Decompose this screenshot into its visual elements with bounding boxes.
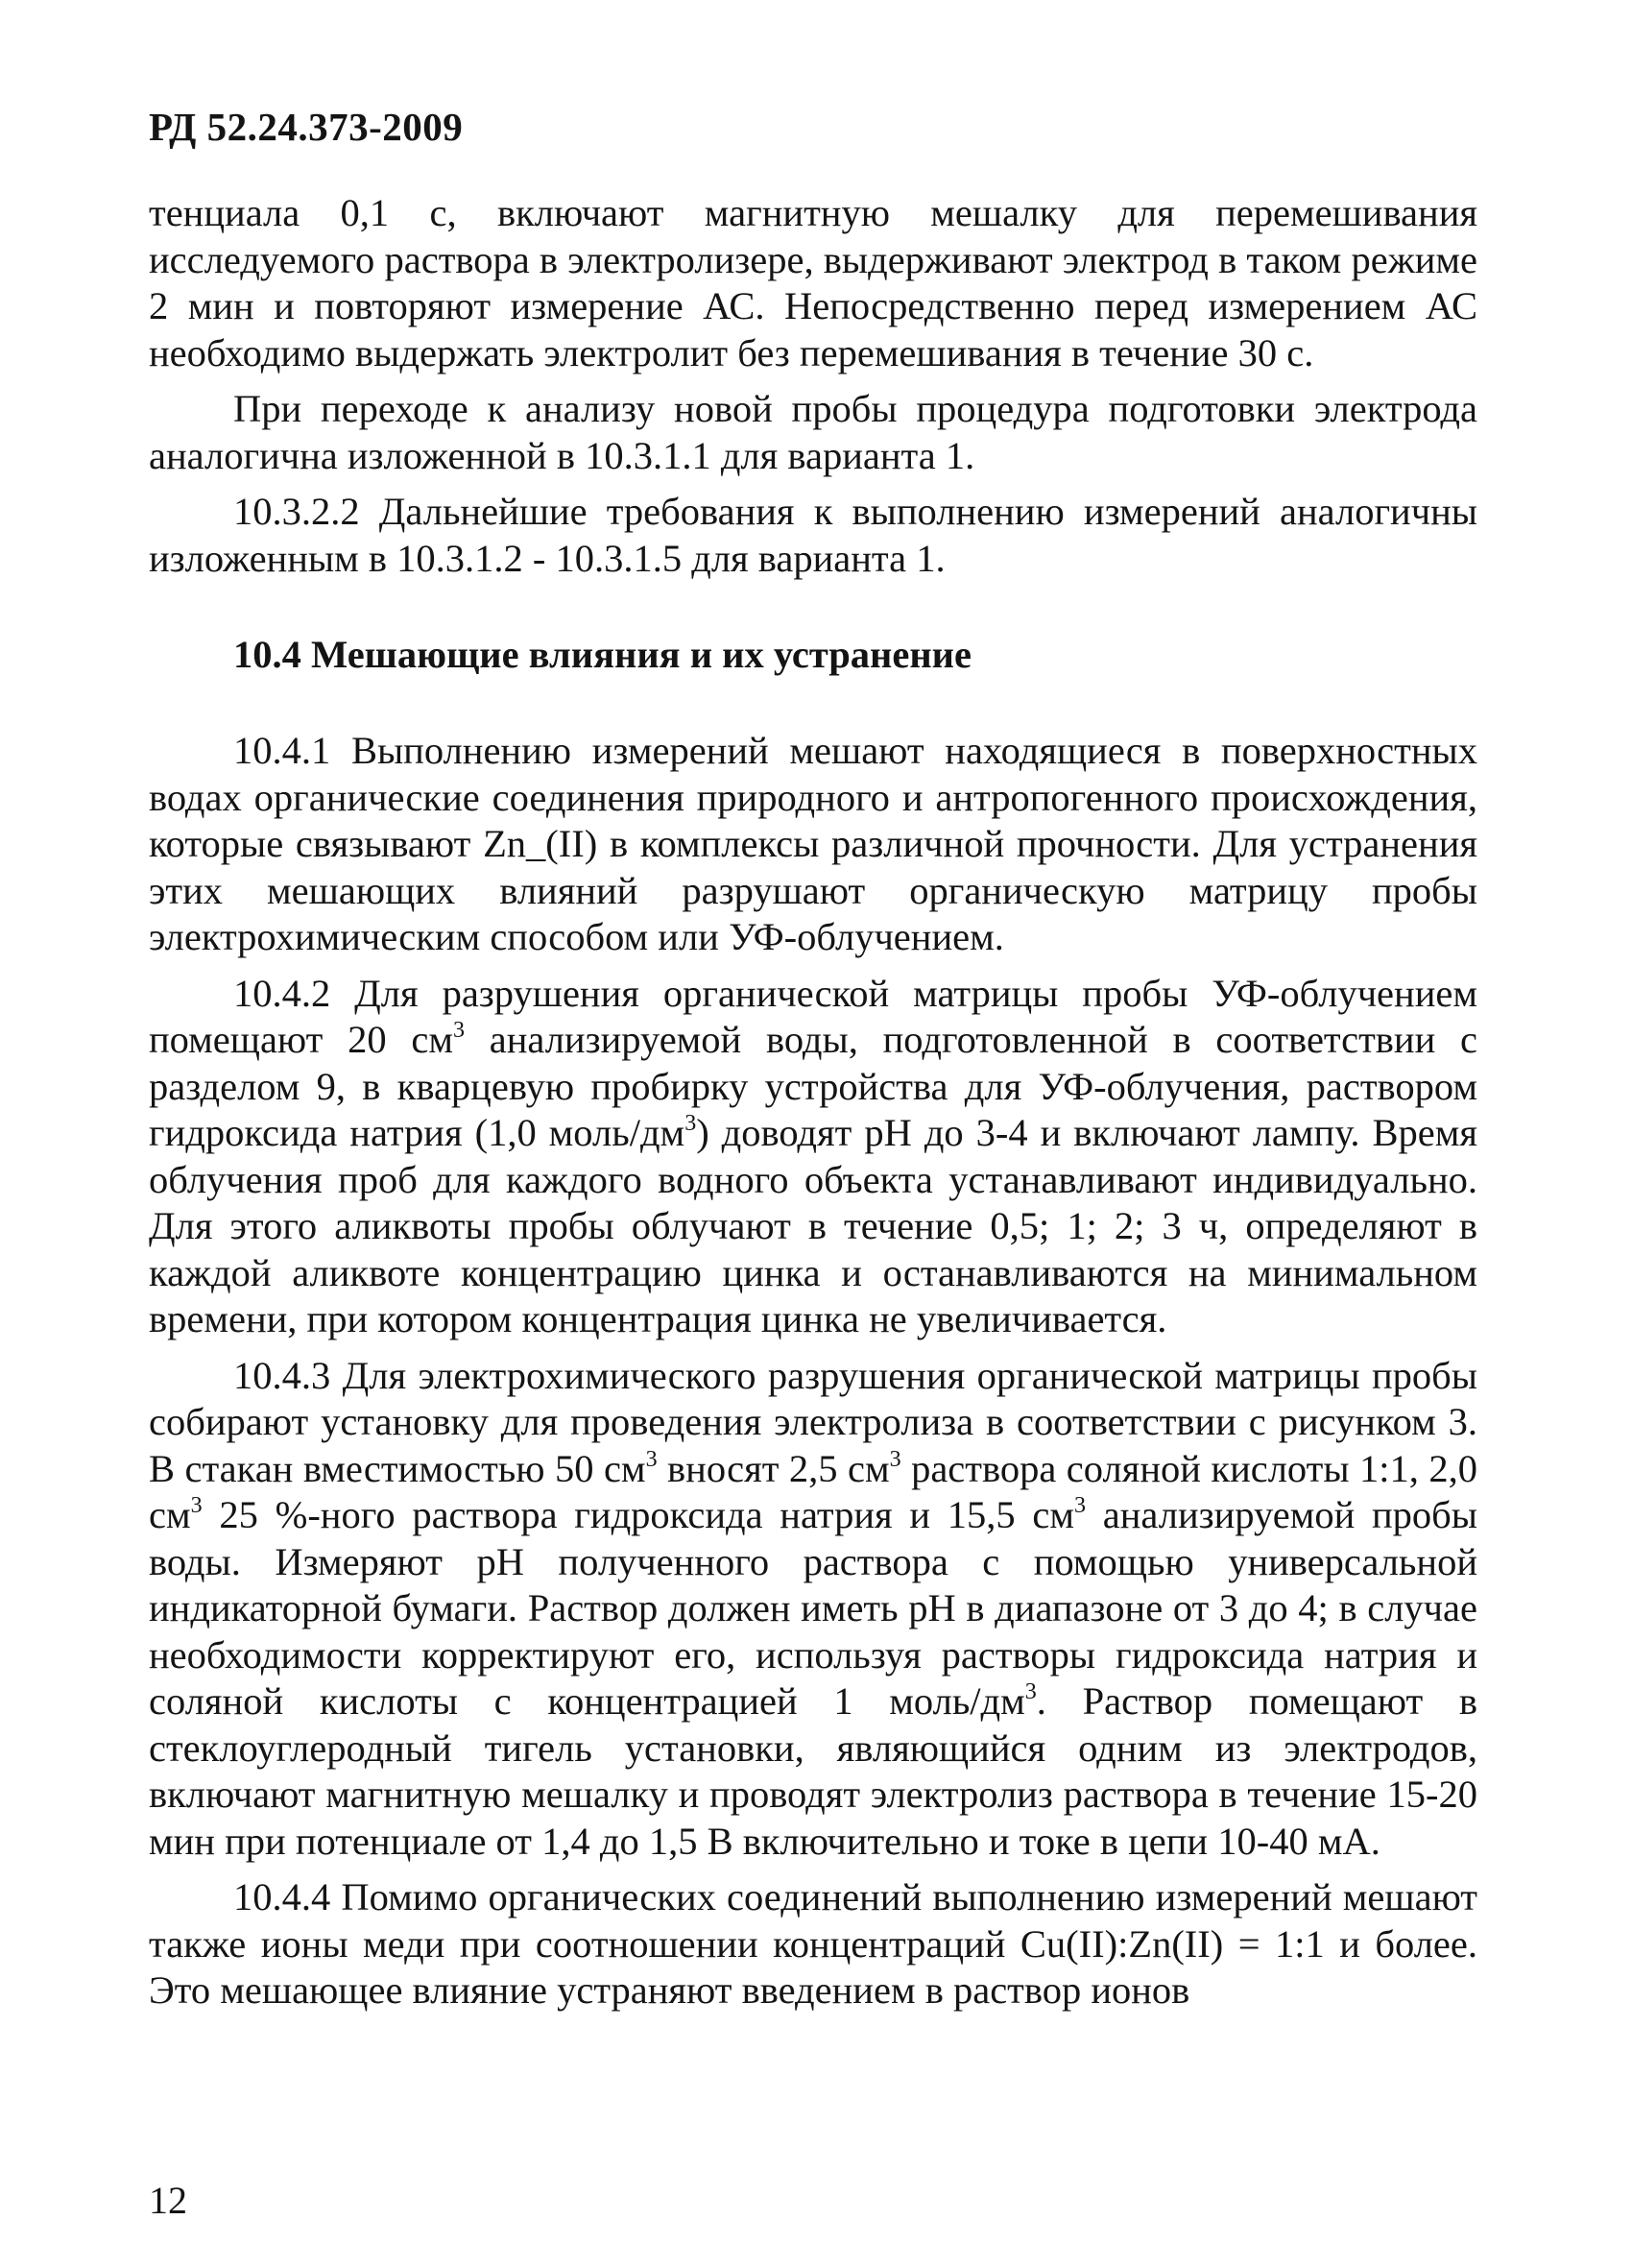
- superscript: 3: [684, 1111, 697, 1136]
- text-fragment: ) доводят рН до 3-4 и включают лампу. Время облучения проб для каждого водного объекта устанавливают индивидуально. Для этого аликвоты пробы облучают в течение 0,5; 1; 2; 3 ч, определяют в каждой аликвоте концентрацию цинка и останавливаются на минимальном времени, при котором концентрация цинка не увеличивается.: [149, 1111, 1477, 1340]
- text-fragment: 25 %-ного раствора гидроксида натрия и 15,5 см: [202, 1493, 1075, 1536]
- superscript: 3: [645, 1446, 658, 1472]
- paragraph-10-4-2: [149, 971, 1477, 1343]
- superscript: 3: [452, 1018, 465, 1043]
- text-fragment: анализируемой пробы воды. Измеряют рН полученного раствора с помощью универсальной индикаторной бумаги. Раствор должен иметь рН в диапазоне от 3 до 4; в случае необходимости корректируют его, используя растворы гидроксида натрия и соляной кислоты с концентрацией 1 моль/дм: [149, 1493, 1477, 1723]
- superscript: 3: [1074, 1493, 1087, 1518]
- superscript: 3: [190, 1493, 203, 1518]
- section-heading-10-4: 10.4 Мешающие влияния и их устранение: [233, 633, 972, 676]
- superscript: 3: [1024, 1679, 1037, 1704]
- text-fragment: раствора соляной кислоты 1:1, 2,0 см: [149, 1446, 1478, 1536]
- text-fragment: вносят 2,5 см: [657, 1446, 890, 1490]
- text-fragment: 10.4.3 Для электрохимического разрушения органической матрицы пробы собирают установку для проведения электролиза в соответствии с рисунком 3. В стакан вместимостью 50 см: [149, 1353, 1477, 1490]
- body-text: [149, 190, 1477, 2024]
- paragraph-10-4-4: 10.4.4 Помимо органических соединений выполнению измерений мешают также ионы меди при соотношении концентраций Cu(II):Zn(II) = 1:1 и более. Это мешающее влияние устраняют введением в раствор ионов: [149, 1875, 1477, 2012]
- paragraph-new-sample: При переходе к анализу новой пробы процедура подготовки электрода аналогична изложенной в 10.3.1.1 для варианта 1.: [149, 387, 1477, 477]
- document-code-header: РД 52.24.373-2009: [149, 105, 464, 149]
- superscript: 3: [889, 1446, 901, 1472]
- text-fragment: . Раствор помещают в стеклоуглеродный тигель установки, являющийся одним из электродов, включают магнитную мешалку и проводят электролиз раствора в течение 15-20 мин при потенциале от 1,4 до 1,5 В включительно и токе в цепи 10-40 мА.: [149, 1679, 1477, 1863]
- text-fragment: анализируемой воды, подготовленной в соответствии с разделом 9, в кварцевую пробирку устройства для УФ-облучения, раствором гидроксида натрия (1,0 моль/дм: [149, 1018, 1477, 1154]
- paragraph-10-3-2-2: 10.3.2.2 Дальнейшие требования к выполнению измерений аналогичны изложенным в 10.3.1.2 - 10.3.1.5 для варианта 1.: [149, 490, 1477, 580]
- paragraph-continuation: тенциала 0,1 с, включают магнитную мешалку для перемешивания исследуемого раствора в электролизере, выдерживают электрод в таком режиме 2 мин и повторяют измерение АС. Непосредственно перед измерением АС необходимо выдержать электролит без перемешивания в течение 30 с.: [149, 191, 1477, 374]
- paragraph-10-4-1: 10.4.1 Выполнению измерений мешают находящиеся в поверхностных водах органические соединения природного и антропогенного происхождения, которые связывают Zn_(II) в комплексы различной прочности. Для устранения этих мешающих влияний разрушают органическую матрицу пробы электрохимическим способом или УФ-облучением.: [149, 729, 1477, 958]
- paragraph-10-4-3: [149, 1353, 1477, 1866]
- text-fragment: 10.4.2 Для разрушения органической матрицы пробы УФ-облучением помещают 20 см: [149, 971, 1477, 1061]
- page-number: 12: [149, 2179, 187, 2222]
